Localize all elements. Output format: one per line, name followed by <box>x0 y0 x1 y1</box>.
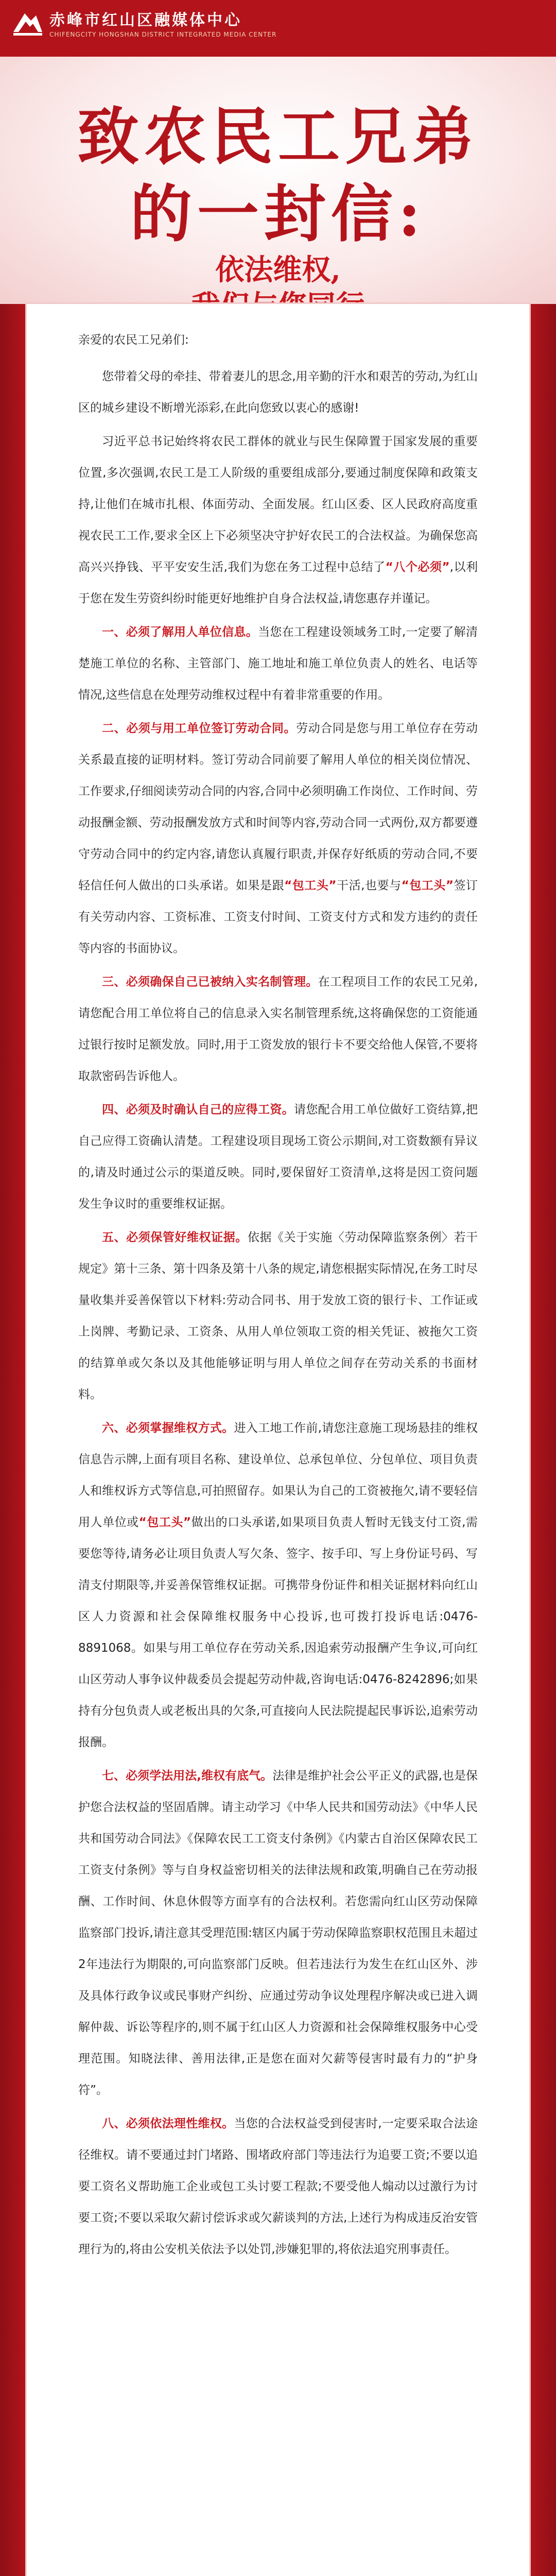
section-6-text-b: 做出的口头承诺,如果项目负责人暂时无钱支付工资,需要您等待,请务必让项目负责人写欠条、签字、按手印、写上身份证号码、写清支付期限等,并妥善保管维权证据。可携带身份证件和相关证据材料向红山区人力资源和社会保障维权服务中心投诉,也可拨打投诉电话:0476-8891068。如果与用工单位存在劳动关系,因追索劳动报酬产生争议,可向红山区劳动人事争议仲裁委员会提起劳动仲裁,咨询电话:0476-8242896;如果持有分包负责人或老板出具的欠条,可直接向人民法院提起民事诉讼,追索劳动报酬。 <box>78 1516 478 1749</box>
section-2-quote-a: “包工头” <box>284 879 337 892</box>
section-2-text-a: 劳动合同是您与用工单位存在劳动关系最直接的证明材料。签订劳动合同前要了解用人单位的相关岗位情况、工作要求,仔细阅读劳动合同的内容,合同中必须明确工作岗位、工作时间、劳动报酬金额、劳动报酬发放方式和时间等内容,劳动合同一式两份,双方都要遵守劳动合同中的约定内容,请您认真履行职责,并保存好纸质的劳动合同,不要轻信任何人做出的口头承诺。如果是跟 <box>78 722 478 892</box>
eight-musts-quote: “八个必须” <box>385 561 450 574</box>
salutation: 亲爱的农民工兄弟们: <box>78 333 189 347</box>
section-3-heading: 三、必须确保自己已被纳入实名制管理。 <box>102 975 318 989</box>
letter-paper <box>27 304 529 2576</box>
section-4-heading: 四、必须及时确认自己的应得工资。 <box>102 1103 294 1116</box>
section-3-text: 在工程项目工作的农民工兄弟,请您配合用工单位将自己的信息录入实名制管理系统,这将确保您的工资能通过银行按时足额发放。同时,用于工资发放的银行卡不要交给他人保管,不要将取款密码告诉他人。 <box>78 975 478 1083</box>
section-7-text: 法律是维护社会公平正义的武器,也是保护您合法权益的坚固盾牌。请主动学习《中华人民共和国劳动法》《中华人民共和国劳动合同法》《保障农民工工资支付条例》《内蒙古自治区保障农民工工资支付条例》等与自身权益密切相关的法律法规和政策,明确自己在劳动报酬、工作时间、休息休假等方面享有的合法权利。若您需向红山区劳动保障监察部门投诉,请注意其受理范围:辖区内属于劳动保障监察职权范围且未超过2年违法行为期限的,可向监察部门反映。但若违法行为发生在红山区外、涉及具体行政争议或民事财产纠纷、应通过劳动争议处理程序解决或已进入调解仲裁、诉讼等程序的,则不属于红山区人力资源和社会保障维权服务中心受理范围。知晓法律、善用法律,正是您在面对欠薪等侵害时最有力的“护身符”。 <box>78 1769 478 2097</box>
top-brand-bar <box>0 0 556 57</box>
section-2-heading: 二、必须与用工单位签订劳动合同。 <box>102 722 297 735</box>
hero-banner <box>0 57 556 304</box>
section-1 <box>78 617 478 711</box>
section-2-text-c: 签订有关劳动内容、工资标准、工资支付时间、工资支付方式和发方违约的责任等内容的书面协议。 <box>78 879 478 955</box>
paragraph-intro <box>78 426 478 615</box>
brand-english: CHIFENGCITY HONGSHAN DISTRICT INTEGRATED MEDIA CENTER <box>49 31 277 38</box>
hero-title-line2: 的一封信: <box>130 178 426 250</box>
hero-subtitle-line1: 依法维权, <box>215 253 341 287</box>
section-4 <box>78 1094 478 1220</box>
section-6-heading: 六、必须掌握维权方式。 <box>102 1421 234 1435</box>
hero-title-line1: 致农民工兄弟 <box>77 100 479 173</box>
section-6-quote: “包工头” <box>138 1516 192 1529</box>
section-3 <box>78 967 478 1092</box>
section-2-quote-b: “包工头” <box>401 879 454 892</box>
section-5-heading: 五、必须保管好维权证据。 <box>102 1231 248 1244</box>
section-1-text: 当您在工程建设领域务工时,一定要了解清楚施工单位的名称、主管部门、施工地址和施工单位负责人的姓名、电话等情况,这些信息在处理劳动维权过程中有着非常重要的作用。 <box>78 625 478 702</box>
paragraph-thanks: 您带着父母的牵挂、带着妻儿的思念,用辛勤的汗水和艰苦的劳动,为红山区的城乡建设不断增光添彩,在此向您致以衷心的感谢! <box>78 370 478 415</box>
section-8-heading: 八、必须依法理性维权。 <box>102 2117 234 2130</box>
section-7-heading: 七、必须学法用法,维权有底气。 <box>102 1769 273 1783</box>
section-1-heading: 一、必须了解用人单位信息。 <box>102 625 258 639</box>
left-border-decoration <box>0 304 27 2576</box>
hongshan-logo-icon <box>9 6 45 42</box>
intro-text-b: ,以利于您在发生劳资纠纷时能更好地维护自身合法权益,请您惠存并谨记。 <box>78 561 478 605</box>
letter-body <box>78 325 478 2267</box>
section-4-text: 请您配合用工单位做好工资结算,把自己应得工资确认清楚。工程建设项目现场工资公示期间,对工资数额有异议的,请及时通过公示的渠道反映。同时,要保留好工资清单,这将是因工资问题发生争议时的重要维权证据。 <box>78 1103 478 1211</box>
section-6-text-a: 进入工地工作前,请您注意施工现场悬挂的维权信息告示牌,上面有项目名称、建设单位、总承包单位、分包单位、项目负责人和维权诉方式等信息,可拍照留存。如果认为自己的工资被拖欠,请不要轻信用人单位或 <box>78 1421 478 1529</box>
brand-name: 赤峰市红山区融媒体中心 <box>49 11 242 29</box>
section-5 <box>78 1222 478 1411</box>
intro-text-a: 习近平总书记始终将农民工群体的就业与民生保障置于国家发展的重要位置,多次强调,农民工是工人阶级的重要组成部分,要通过制度保障和政策支持,让他们在城市扎根、体面劳动、全面发展。红山区委、区人民政府高度重视农民工工作,要求全区上下必须坚决守护好农民工的合法权益。为确保您高高兴兴挣钱、平平安安生活,我们为您在务工过程中总结了 <box>78 435 478 574</box>
section-2 <box>78 713 478 964</box>
section-6 <box>78 1413 478 1758</box>
section-7 <box>78 1760 478 2106</box>
right-border-decoration <box>529 304 556 2576</box>
section-2-text-b: 干活,也要与 <box>336 879 402 892</box>
section-8 <box>78 2108 478 2265</box>
section-8-text: 当您的合法权益受到侵害时,一定要采取合法途径维权。请不要通过封门堵路、围堵政府部门等违法行为追要工资;不要以追要工资名义帮助施工企业或包工头讨要工程款;不要受他人煽动以过激行为讨要工资;不要以采取欠薪讨偿诉求或欠薪谈判的方法,上述行为构成违反治安管理行为的,将由公安机关依法予以处罚,涉嫌犯罪的,将依法追究刑事责任。 <box>78 2117 478 2256</box>
section-5-text: 依据《关于实施〈劳动保障监察条例〉若干规定》第十三条、第十四条及第十八条的规定,请您根据实际情况,在务工时尽量收集并妥善保管以下材料:劳动合同书、用于发放工资的银行卡、工作证或上岗牌、考勤记录、工资条、从用人单位领取工资的相关凭证、被拖欠工资的结算单或欠条以及其他能够证明与用人单位之间存在劳动关系的书面材料。 <box>78 1231 478 1401</box>
